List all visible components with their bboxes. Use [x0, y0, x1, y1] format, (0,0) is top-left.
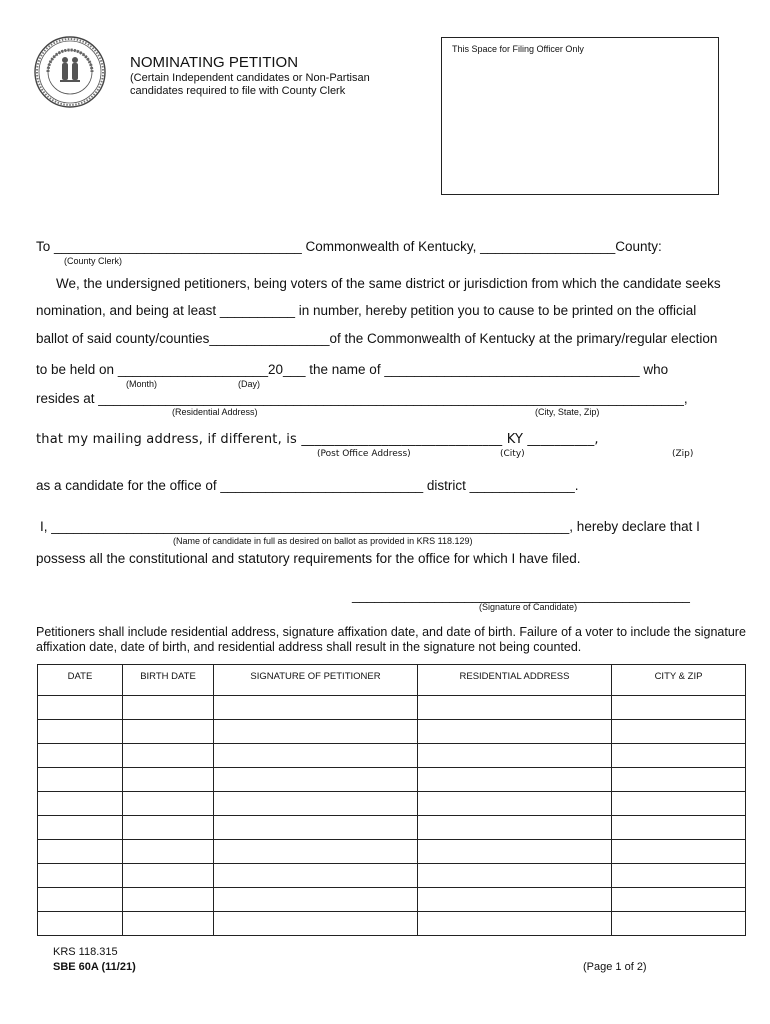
table-cell[interactable] [123, 912, 214, 936]
post-office-hint: (Post Office Address) [317, 449, 411, 459]
table-row [38, 912, 746, 936]
table-cell[interactable] [214, 888, 418, 912]
page-subtitle: (Certain Independent candidates or Non-Partisan candidates required to file with County Clerk [130, 72, 370, 97]
table-cell[interactable] [418, 792, 612, 816]
table-cell[interactable] [38, 792, 123, 816]
table-row [38, 864, 746, 888]
column-header-birth-date: BIRTH DATE [123, 665, 214, 696]
signature-hint: (Signature of Candidate) [479, 602, 578, 612]
table-cell[interactable] [214, 912, 418, 936]
petition-para-line4: to be held on ____________________20___ the name of __________________________________ who [36, 362, 669, 377]
residential-address-hint: (Residential Address) [172, 407, 258, 417]
table-cell[interactable] [123, 744, 214, 768]
declare-line: I, _____________________________________________________________________, hereby declare that I [40, 519, 700, 534]
office-line: as a candidate for the office of ___________________________ district ______________. [36, 478, 579, 493]
table-cell[interactable] [612, 864, 746, 888]
table-cell[interactable] [612, 840, 746, 864]
table-cell[interactable] [612, 888, 746, 912]
table-cell[interactable] [38, 744, 123, 768]
table-row [38, 696, 746, 720]
table-row [38, 816, 746, 840]
table-row [38, 840, 746, 864]
page-title: NOMINATING PETITION [130, 54, 299, 71]
table-cell[interactable] [38, 768, 123, 792]
table-row [38, 720, 746, 744]
zip-hint: (Zip) [672, 449, 694, 459]
table-cell[interactable] [418, 744, 612, 768]
kentucky-seal-icon [34, 36, 106, 108]
table-cell[interactable] [38, 864, 123, 888]
county-clerk-hint: (County Clerk) [64, 256, 123, 266]
column-header-residential-address: RESIDENTIAL ADDRESS [418, 665, 612, 696]
table-cell[interactable] [38, 912, 123, 936]
filing-officer-label: This Space for Filing Officer Only [452, 44, 584, 54]
table-row [38, 792, 746, 816]
table-cell[interactable] [214, 864, 418, 888]
month-hint: (Month) [126, 379, 158, 389]
table-cell[interactable] [123, 840, 214, 864]
statute-reference: KRS 118.315 [53, 946, 118, 958]
table-cell[interactable] [418, 840, 612, 864]
day-hint: (Day) [238, 379, 260, 389]
notice-text: Petitioners shall include residential address, signature affixation date, and date of birth. Failure of a voter to include the signature affixation date, date of birth, and residential address shall result in the signature not being counted. [36, 625, 746, 654]
table-cell[interactable] [38, 696, 123, 720]
table-cell[interactable] [418, 768, 612, 792]
petition-para-line1: We, the undersigned petitioners, being voters of the same district or jurisdiction from which the candidate seeks [56, 276, 721, 291]
candidate-name-hint: (Name of candidate in full as desired on ballot as provided in KRS 118.129) [173, 536, 473, 546]
filing-officer-box [441, 37, 719, 195]
table-cell[interactable] [214, 792, 418, 816]
possess-line: possess all the constitutional and statutory requirements for the office for which I have filed. [36, 551, 581, 566]
table-row [38, 768, 746, 792]
petition-signature-table [37, 664, 746, 936]
table-cell[interactable] [123, 792, 214, 816]
mailing-address-line: that my mailing address, if different, is ______________________________ KY __________, [36, 432, 599, 447]
table-cell[interactable] [418, 912, 612, 936]
table-cell[interactable] [612, 912, 746, 936]
table-cell[interactable] [123, 696, 214, 720]
table-cell[interactable] [418, 816, 612, 840]
table-cell[interactable] [418, 720, 612, 744]
column-header-signature: SIGNATURE OF PETITIONER [214, 665, 418, 696]
table-cell[interactable] [38, 888, 123, 912]
table-cell[interactable] [214, 816, 418, 840]
table-cell[interactable] [214, 744, 418, 768]
table-row [38, 744, 746, 768]
table-cell[interactable] [612, 768, 746, 792]
form-id: SBE 60A (11/21) [53, 961, 136, 973]
table-cell[interactable] [418, 888, 612, 912]
resides-line: resides at ______________________________________________________________________________, [36, 391, 688, 406]
table-cell[interactable] [38, 840, 123, 864]
petition-para-line3: ballot of said county/counties________________of the Commonwealth of Kentucky at the primary/regular election [36, 331, 718, 346]
table-cell[interactable] [418, 864, 612, 888]
city-state-zip-hint: (City, State, Zip) [535, 407, 600, 417]
table-cell[interactable] [38, 720, 123, 744]
column-header-date: DATE [38, 665, 123, 696]
table-cell[interactable] [612, 720, 746, 744]
city-hint: (City) [500, 449, 525, 459]
table-header-row [38, 665, 746, 696]
table-cell[interactable] [214, 696, 418, 720]
table-cell[interactable] [38, 816, 123, 840]
table-cell[interactable] [612, 792, 746, 816]
table-cell[interactable] [123, 768, 214, 792]
table-cell[interactable] [214, 768, 418, 792]
table-cell[interactable] [214, 840, 418, 864]
table-cell[interactable] [612, 816, 746, 840]
table-row [38, 888, 746, 912]
column-header-city-zip: CITY & ZIP [612, 665, 746, 696]
table-cell[interactable] [123, 720, 214, 744]
to-line: To _________________________________ Commonwealth of Kentucky, __________________County: [36, 239, 662, 254]
table-cell[interactable] [214, 720, 418, 744]
table-cell[interactable] [123, 864, 214, 888]
table-cell[interactable] [612, 744, 746, 768]
table-cell[interactable] [418, 696, 612, 720]
page-number: (Page 1 of 2) [583, 961, 647, 973]
petition-para-line2: nomination, and being at least __________ in number, hereby petition you to cause to be printed on the official [36, 303, 697, 318]
table-cell[interactable] [123, 888, 214, 912]
candidate-signature-line: _____________________________________________ [352, 588, 690, 603]
table-cell[interactable] [123, 816, 214, 840]
table-cell[interactable] [612, 696, 746, 720]
